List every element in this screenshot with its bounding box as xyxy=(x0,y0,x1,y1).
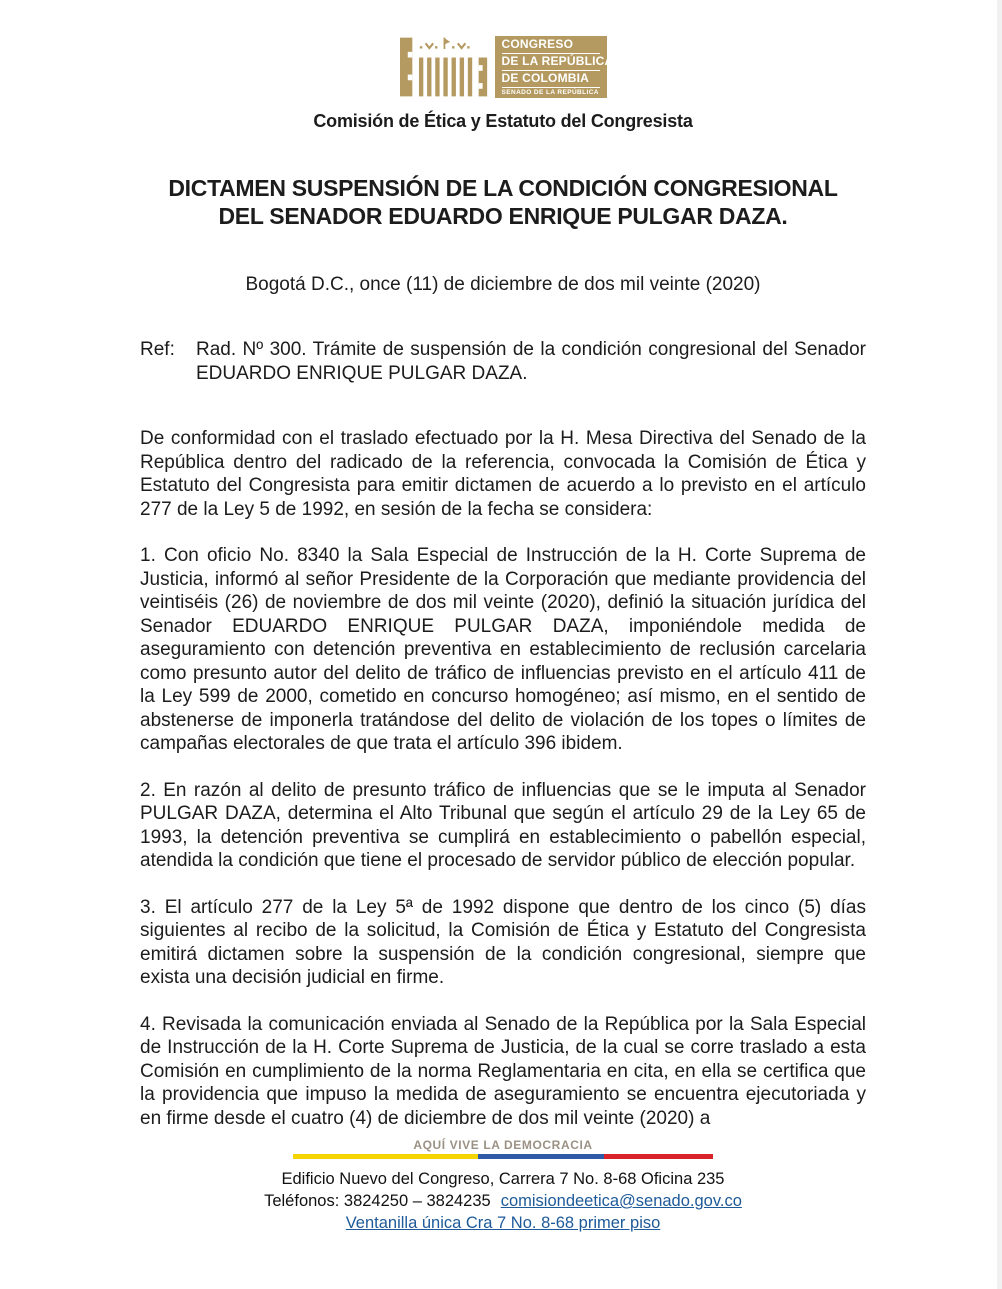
flag-blue-segment xyxy=(478,1154,604,1159)
letterhead xyxy=(140,36,866,132)
footer-phones: Teléfonos: 3824250 – 3824235 xyxy=(264,1192,491,1210)
document-footer xyxy=(140,1138,866,1234)
footer-contact-line xyxy=(140,1190,866,1212)
reference-text: Rad. Nº 300. Trámite de suspensión de la condición congresional del Senador EDUARDO ENRIQUE PULGAR DAZA. xyxy=(196,339,866,384)
capitol-columns-icon xyxy=(400,36,490,98)
logo-line-congreso: CONGRESO xyxy=(502,37,600,54)
paragraph-3: 3. El artículo 277 de la Ley 5ª de 1992 dispone que dentro de los cinco (5) días siguientes al recibo de la solicitud, la Comisión de Ética y Estatuto del Congresista emitirá dictamen sobre la suspensión de la condición congresional, siempre que exista una decisión judicial en firme. xyxy=(140,896,866,988)
congress-logo xyxy=(400,36,614,98)
paragraph-intro: De conformidad con el traslado efectuado por la H. Mesa Directiva del Senado de la República dentro del radicado de la referencia, convocada la Comisión de Ética y Estatuto del Congresista para emitir dictamen de acuerdo a lo previsto en el artículo 277 de la Ley 5 de 1992, en sesión de la fecha se considera: xyxy=(140,428,866,520)
footer-email-link[interactable]: comisiondeetica@senado.gov.co xyxy=(500,1192,742,1210)
document-title-line1: DICTAMEN SUSPENSIÓN DE LA CONDICIÓN CONGRESIONAL xyxy=(168,175,838,201)
reference-block xyxy=(140,338,866,385)
paragraph-4: 4. Revisada la comunicación enviada al Senado de la República por la Sala Especial de Instrucción de la H. Corte Suprema de Justicia, de la cual se corre traslado a esta Comisión en cumplimiento de la norma Reglamentaria en cita, en ella se certifica que la providencia que impuso la medida de aseguramiento se encuentra ejecutoriada y en firme desde el cuatro (4) de diciembre de dos mil veinte (2020) a xyxy=(140,1013,866,1129)
commission-name: Comisión de Ética y Estatuto del Congresista xyxy=(313,111,693,131)
reference-label: Ref: xyxy=(140,339,175,360)
paragraph-2: 2. En razón al delito de presunto tráfico de influencias que se le imputa al Senador PULGAR DAZA, determina el Alto Tribunal que según el artículo 29 de la Ley 65 de 1993, la detención preventiva se cumplirá en establecimiento o pabellón especial, atendida la condición que tiene el procesado de servidor público de elección popular. xyxy=(140,779,866,871)
dateline: Bogotá D.C., once (11) de diciembre de dos mil veinte (2020) xyxy=(245,274,761,295)
flag-yellow-segment xyxy=(293,1154,478,1159)
logo-line-senado: SENADO DE LA REPÚBLICA xyxy=(501,89,599,96)
colombia-flag-bar xyxy=(293,1154,713,1159)
logo-line-colombia: DE COLOMBIA xyxy=(502,71,600,88)
document-body xyxy=(140,427,866,1130)
footer-address: Edificio Nuevo del Congreso, Carrera 7 No. 8-68 Oficina 235 xyxy=(281,1170,725,1188)
flag-red-segment xyxy=(604,1154,713,1159)
logo-wordmark xyxy=(495,36,614,98)
footer-ventanilla-line xyxy=(140,1212,866,1234)
footer-ventanilla-link[interactable]: Ventanilla única Cra 7 No. 8-68 primer piso xyxy=(345,1214,661,1232)
document-title xyxy=(140,174,866,230)
document-title-line2: DEL SENADOR EDUARDO ENRIQUE PULGAR DAZA. xyxy=(218,203,788,229)
logo-line-republica: DE LA REPÚBLICA xyxy=(502,54,600,71)
slogan-text: AQUÍ VIVE LA DEMOCRACIA xyxy=(413,1138,593,1152)
page-edge-shadow xyxy=(997,0,1002,1289)
paragraph-1: 1. Con oficio No. 8340 la Sala Especial de Instrucción de la H. Corte Suprema de Justicia, informó al señor Presidente de la Corporación que mediante providencia del veintiséis (26) de noviembre de dos mil veinte (2020), definió la situación jurídica del Senador EDUARDO ENRIQUE PULGAR DAZA, imponiéndole medida de aseguramiento con detención preventiva en establecimiento de reclusión carcelaria como presunto autor del delito de tráfico de influencias previsto en el artículo 411 de la Ley 599 de 2000, cometido en concurso homogéneo; así mismo, en el sentido de abstenerse de imponerla tratándose del delito de violación de los topes o límites de campañas electorales de que trata el artículo 396 ibidem. xyxy=(140,545,866,754)
